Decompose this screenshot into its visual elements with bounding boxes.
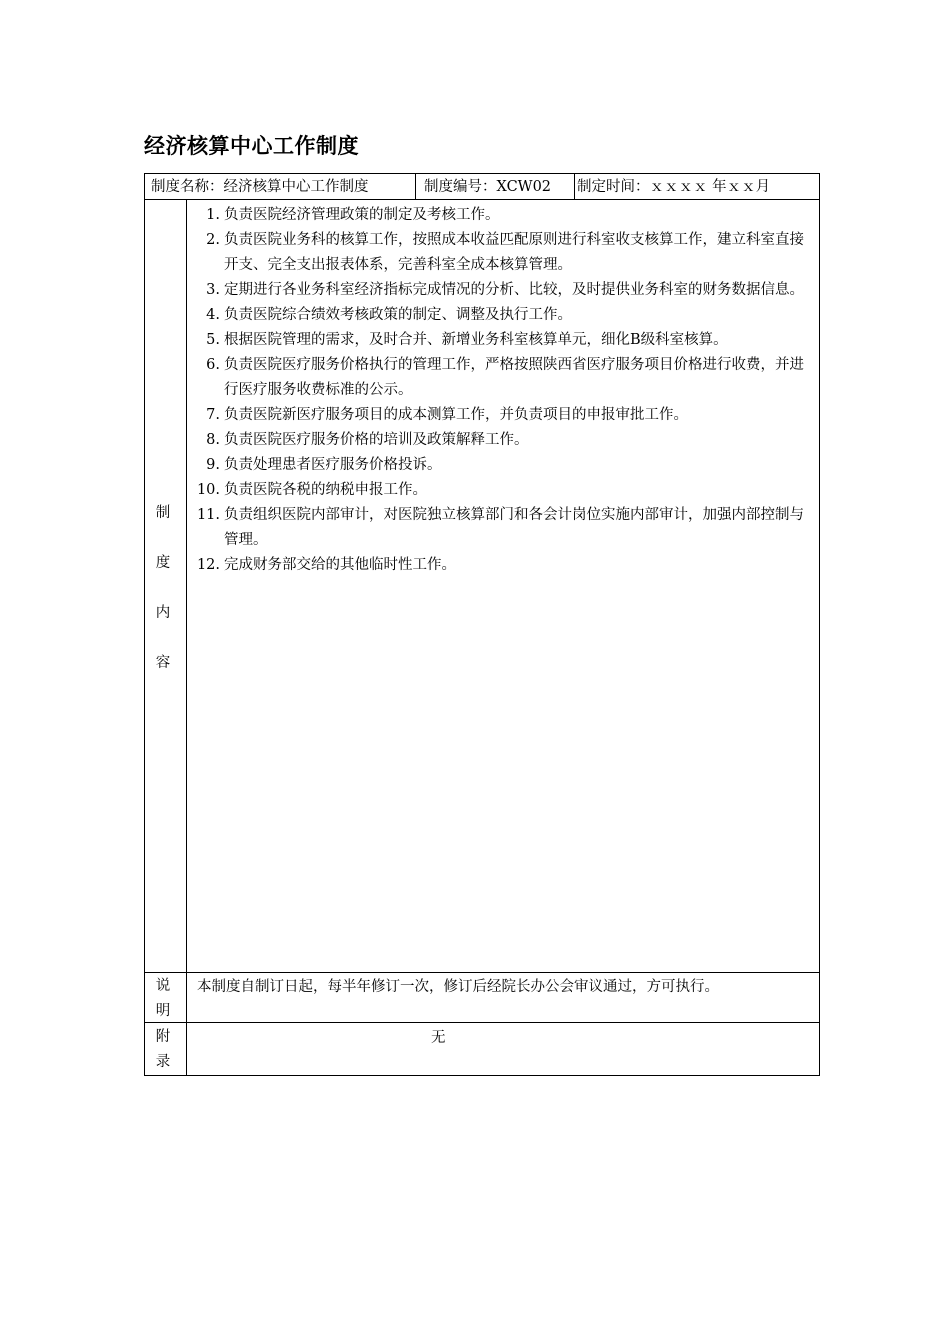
item-text: 根据医院管理的需求，及时合并、新增业务科室核算单元，细化B级科室核算。 bbox=[224, 332, 728, 348]
list-item bbox=[188, 228, 816, 278]
item-number: 9. bbox=[206, 457, 220, 473]
list-item bbox=[188, 353, 816, 403]
note-label-char: 说 bbox=[155, 978, 171, 994]
item-number: 1. bbox=[206, 207, 220, 223]
item-text: 负责医院业务科的核算工作，按照成本收益匹配原则进行科室收支核算工作，建立科室直接开支、完全支出报表体系，完善科室全成本核算管理。 bbox=[224, 232, 804, 273]
item-text: 负责处理患者医疗服务价格投诉。 bbox=[224, 457, 442, 473]
list-item bbox=[188, 403, 816, 428]
item-number: 4. bbox=[206, 307, 220, 323]
label-column-divider bbox=[186, 199, 187, 1076]
item-text: 负责医院医疗服务价格执行的管理工作，严格按照陕西省医疗服务项目价格进行收费，并进行医疗服务收费标准的公示。 bbox=[224, 357, 804, 398]
table-border-left bbox=[144, 173, 145, 1076]
appendix-text: 无 bbox=[431, 1030, 446, 1046]
item-text: 负责组织医院内部审计，对医院独立核算部门和各会计岗位实施内部审计，加强内部控制与管理。 bbox=[224, 507, 804, 548]
item-text: 负责医院医疗服务价格的培训及政策解释工作。 bbox=[224, 432, 529, 448]
item-text: 完成财务部交给的其他临时性工作。 bbox=[224, 557, 456, 573]
list-item bbox=[188, 453, 816, 478]
regulation-code: 制度编号：XCW02 bbox=[424, 179, 552, 195]
item-number: 6. bbox=[206, 357, 220, 373]
item-number: 2. bbox=[206, 232, 220, 248]
header-divider-1 bbox=[415, 173, 416, 200]
item-text: 负责医院新医疗服务项目的成本测算工作，并负责项目的申报审批工作。 bbox=[224, 407, 688, 423]
item-number: 12. bbox=[196, 557, 220, 573]
list-item bbox=[188, 303, 816, 328]
header-row-divider bbox=[144, 199, 820, 200]
list-item bbox=[188, 478, 816, 503]
regulation-date: 制定时间：ｘｘｘｘ 年ｘｘ月 bbox=[577, 179, 771, 195]
item-text: 负责医院各税的纳税申报工作。 bbox=[224, 482, 427, 498]
list-item bbox=[188, 328, 816, 353]
table-border-top bbox=[144, 173, 820, 174]
list-item bbox=[188, 503, 816, 553]
appendix-label-char: 录 bbox=[155, 1054, 171, 1070]
item-text: 定期进行各业务科室经济指标完成情况的分析、比较，及时提供业务科室的财务数据信息。 bbox=[224, 282, 804, 298]
content-label-char: 度 bbox=[155, 555, 171, 571]
content-label-char: 制 bbox=[155, 505, 171, 521]
table-border-right bbox=[819, 173, 820, 1076]
item-text: 负责医院经济管理政策的制定及考核工作。 bbox=[224, 207, 500, 223]
item-number: 7. bbox=[206, 407, 220, 423]
item-number: 11. bbox=[196, 507, 220, 523]
item-number: 8. bbox=[206, 432, 220, 448]
document-title: 经济核算中心工作制度 bbox=[144, 134, 359, 158]
item-number: 5. bbox=[206, 332, 220, 348]
appendix-label-char: 附 bbox=[155, 1029, 171, 1045]
list-item bbox=[188, 428, 816, 453]
note-row-divider bbox=[144, 1022, 820, 1023]
item-number: 3. bbox=[206, 282, 220, 298]
header-divider-2 bbox=[574, 173, 575, 200]
note-text: 本制度自制订日起，每半年修订一次，修订后经院长办公会审议通过，方可执行。 bbox=[197, 979, 719, 995]
item-number: 10. bbox=[196, 482, 220, 498]
table-border-bottom bbox=[144, 1075, 820, 1076]
content-label-char: 内 bbox=[155, 605, 171, 621]
content-label-char: 容 bbox=[155, 655, 171, 671]
content-row-divider bbox=[144, 972, 820, 973]
list-item bbox=[188, 203, 816, 228]
item-text: 负责医院综合绩效考核政策的制定、调整及执行工作。 bbox=[224, 307, 572, 323]
note-label-char: 明 bbox=[155, 1003, 171, 1019]
list-item bbox=[188, 553, 816, 578]
list-item bbox=[188, 278, 816, 303]
regulation-name: 制度名称：经济核算中心工作制度 bbox=[151, 179, 369, 195]
regulation-item-list bbox=[188, 203, 816, 578]
